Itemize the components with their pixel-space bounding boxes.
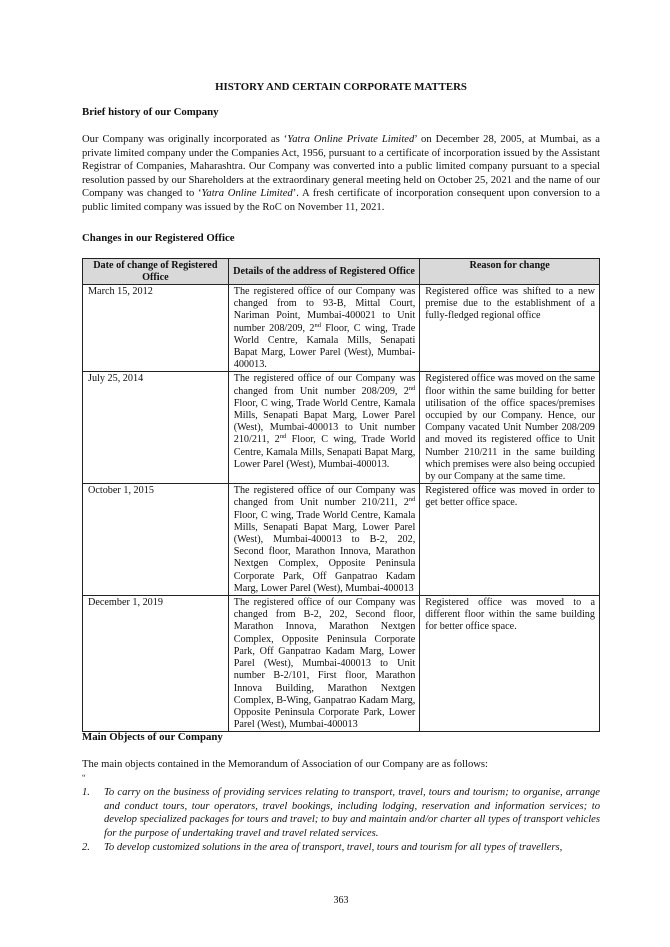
column-header-date: Date of change of Registered Office [83, 259, 229, 285]
date-cell: March 15, 2012 [83, 285, 229, 372]
history-text: ’ on December 28, 2005, at Mumbai, as a private limited company under the Companies Act, 1956, pursuant to a certificate of incorporation issued by the Assistant Registrar of Companies, Maharashtra. Our Company was converted into a public limited company pursuant to a special resolution passed by our Shareholders at the extraordinary general meeting held on October 25, 2021 and the name of our Company was changed to ‘ [82, 134, 600, 199]
details-cell [228, 484, 420, 596]
table-row [83, 285, 600, 372]
main-objects-intro: The main objects contained in the Memorandum of Association of our Company are as follows: [82, 759, 489, 770]
history-text: ’. A fresh certificate of incorporation consequent upon conversion to a public limited company was issued by the RoC on November 11, 2021. [82, 188, 600, 213]
column-header-details: Details of the address of Registered Office [228, 259, 420, 285]
date-cell: July 25, 2014 [83, 372, 229, 484]
date-cell: December 1, 2019 [83, 596, 229, 732]
page-number: 363 [333, 895, 349, 906]
details-text: The registered office of our Company was changed from to 93-B, Mittal Court, Nariman Point, Mumbai-400021 to Unit number 208/209, 2 [233, 286, 416, 334]
company-name: Yatra Online Limited [201, 188, 293, 199]
details-text: Floor, C wing, Trade World Centre, Kamala Mills, Senapati Bapat Marg, Lower Parel (West), Mumbai-400013. [233, 322, 416, 371]
brief-history-heading: Brief history of our Company [82, 106, 219, 118]
table-row [83, 596, 600, 732]
details-text: The registered office of our Company was changed from Unit number 208/209, 2 [233, 373, 416, 397]
history-text: Our Company was originally incorporated as ‘ [82, 134, 288, 145]
ordinal-suffix: nd [408, 384, 416, 392]
list-item [82, 841, 600, 855]
open-quote: “ [82, 773, 86, 782]
list-item [82, 786, 600, 840]
details-cell [228, 372, 420, 484]
date-cell: October 1, 2015 [83, 484, 229, 596]
details-text: The registered office of our Company was changed from B-2, 202, Second floor, Marathon Innova, Marathon Nextgen Complex, Opposite Peninsula Corporate Park, Off Ganpatrao Kadam Marg, Lower Parel (West), Mumbai-400013 to Unit number B-2/101, First floor, Marathon Innova Building, Marathon Nextgen Complex, B-Wing, Ganpatrao Kadam Marg, Opposite Peninsula Corporate Park, Lower Parel (West), Mumbai-400013 [233, 597, 416, 731]
column-header-reason: Reason for change [420, 259, 600, 285]
table-header-row [83, 259, 600, 285]
ordinal-suffix: nd [314, 321, 321, 329]
main-objects-list [82, 786, 600, 855]
registered-office-table [82, 258, 600, 732]
details-text: Floor, C wing, Trade World Centre, Kamala Mills, Senapati Bapat Marg, Lower Parel (West), Mumbai-400013 to Unit number 210/211, 2 [233, 397, 416, 446]
brief-history-paragraph [82, 133, 600, 214]
registered-office-heading: Changes in our Registered Office [82, 232, 235, 244]
ordinal-suffix: nd [279, 433, 287, 441]
item-number: 2. [82, 842, 90, 853]
item-number: 1. [82, 787, 90, 798]
details-text: Floor, C wing, Trade World Centre, Kamala Mills, Senapati Bapat Marg, Lower Parel (West), Mumbai-400013. [233, 434, 416, 470]
reason-cell: Registered office was moved to a different floor within the same building for better office space. [420, 596, 600, 732]
table-row [83, 372, 600, 484]
details-text: Floor, C wing, Trade World Centre, Kamala Mills, Senapati Bapat Marg, Lower Parel (West), Mumbai-400013 to B-2, 202, Second floor, Marathon Innova, Marathon Nextgen Complex, Opposite Peninsula Corporate Park, Off Ganpatrao Kadam Marg, Lower Parel (West), Mumbai-400013 [233, 509, 416, 594]
main-objects-heading: Main Objects of our Company [82, 731, 223, 743]
reason-cell: Registered office was shifted to a new premise due to the establishment of a fully-fledged regional office [420, 285, 600, 372]
page-title: HISTORY AND CERTAIN CORPORATE MATTERS [215, 81, 467, 93]
details-text: The registered office of our Company was changed from Unit number 210/211, 2 [233, 485, 416, 509]
reason-cell: Registered office was moved on the same floor within the same building for better utilisation of the office spaces/premises occupied by our Company. Hence, our Company vacated Unit Number 208/209 and moved its registered office to Unit Number 210/211 in the same building which premises were also being occupied by our Company at the same time. [420, 372, 600, 484]
company-name: Yatra Online Private Limited [287, 134, 415, 145]
item-text: To carry on the business of providing services relating to transport, travel, tours and tourism; to organise, arrange and conduct tours, tour operators, travel bookings, including lodging, reservation and information services; to develop specialized packages for tours and travel; to buy and maintain and/or charter all types of transport vehicles for the purpose of undertaking travel and travel related services. [104, 787, 600, 839]
item-text: To develop customized solutions in the area of transport, travel, tours and tourism for all types of travellers, [104, 842, 563, 853]
details-cell [228, 285, 420, 372]
table-row [83, 484, 600, 596]
details-cell [228, 596, 420, 732]
ordinal-suffix: nd [408, 496, 416, 504]
reason-cell: Registered office was moved in order to get better office space. [420, 484, 600, 596]
